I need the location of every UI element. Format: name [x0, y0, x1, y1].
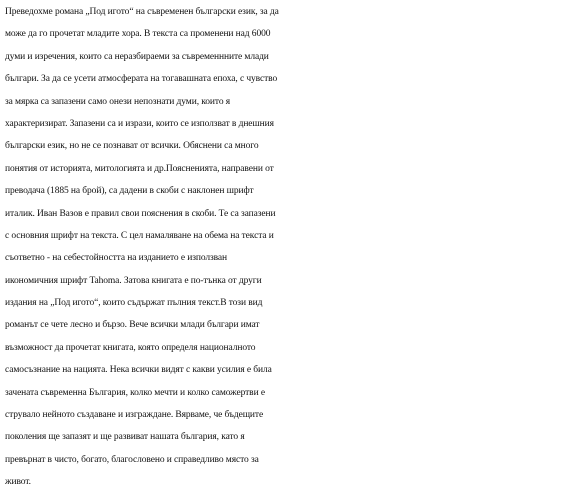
- text-line: български език, но не се познават от всички. Обяснени са много: [5, 141, 259, 152]
- text-line: Преведохме романа „Под игото“ на съвременен български език, за да: [5, 7, 279, 17]
- text-line: живот.: [5, 477, 31, 488]
- text-line: може да го прочетат младите хора. В текста са променени над 6000: [5, 29, 271, 40]
- text-line: българи. За да се усети атмосферата на тогавашната епоха, с чувство: [5, 74, 278, 85]
- text-line: за мярка са запазени само онези непознати думи, които я: [5, 96, 231, 107]
- text-line: характеризират. Запазени са и изрази, които се използват в днешния: [5, 118, 274, 129]
- text-line: заченатa съвременна България, колко мечти и колко саможертви е: [5, 387, 265, 398]
- text-line: съответно - на себестойността на изданието е използван: [5, 253, 228, 264]
- text-line: поколения ще запазят и ще развиват нашата българия, като я: [5, 432, 245, 443]
- text-line: издания на „Под игото“, които съдържат пълния текст.В този вид: [5, 298, 263, 309]
- text-line: самосъзнание на нацията. Нека всички видят с какви усилия е била: [5, 365, 272, 376]
- text-line: превърнат в чисто, богато, благословено и справедливо място за: [5, 454, 259, 465]
- text-line: романът се чете лесно и бързо. Вече всички млади българи имат: [5, 320, 260, 331]
- text-line: струвало нейното създаване и изграждане. Вярваме, че бъдещите: [5, 410, 264, 421]
- text-line: икономичния шрифт Tahoma. Затова книгата е по-тънка от други: [5, 275, 262, 286]
- text-line: думи и изречения, които са неразбираеми за съвременнните млади: [5, 51, 269, 62]
- text-line: с основния шрифт на текста. С цел намаляване на обема на текста и: [5, 230, 274, 241]
- text-line: понятия от историята, митологията и др.Поясненията, направени от: [5, 163, 274, 174]
- text-line: италик. Иван Вазов е правил свои пояснения в скоби. Те са запазени: [5, 208, 276, 219]
- text-line: възможност да прочетат книгата, която определя националното: [5, 342, 256, 353]
- text-line: преводача (1885 на брой), са дадени в скоби с наклонен шрифт: [5, 186, 254, 197]
- document-body: [5, 1, 580, 494]
